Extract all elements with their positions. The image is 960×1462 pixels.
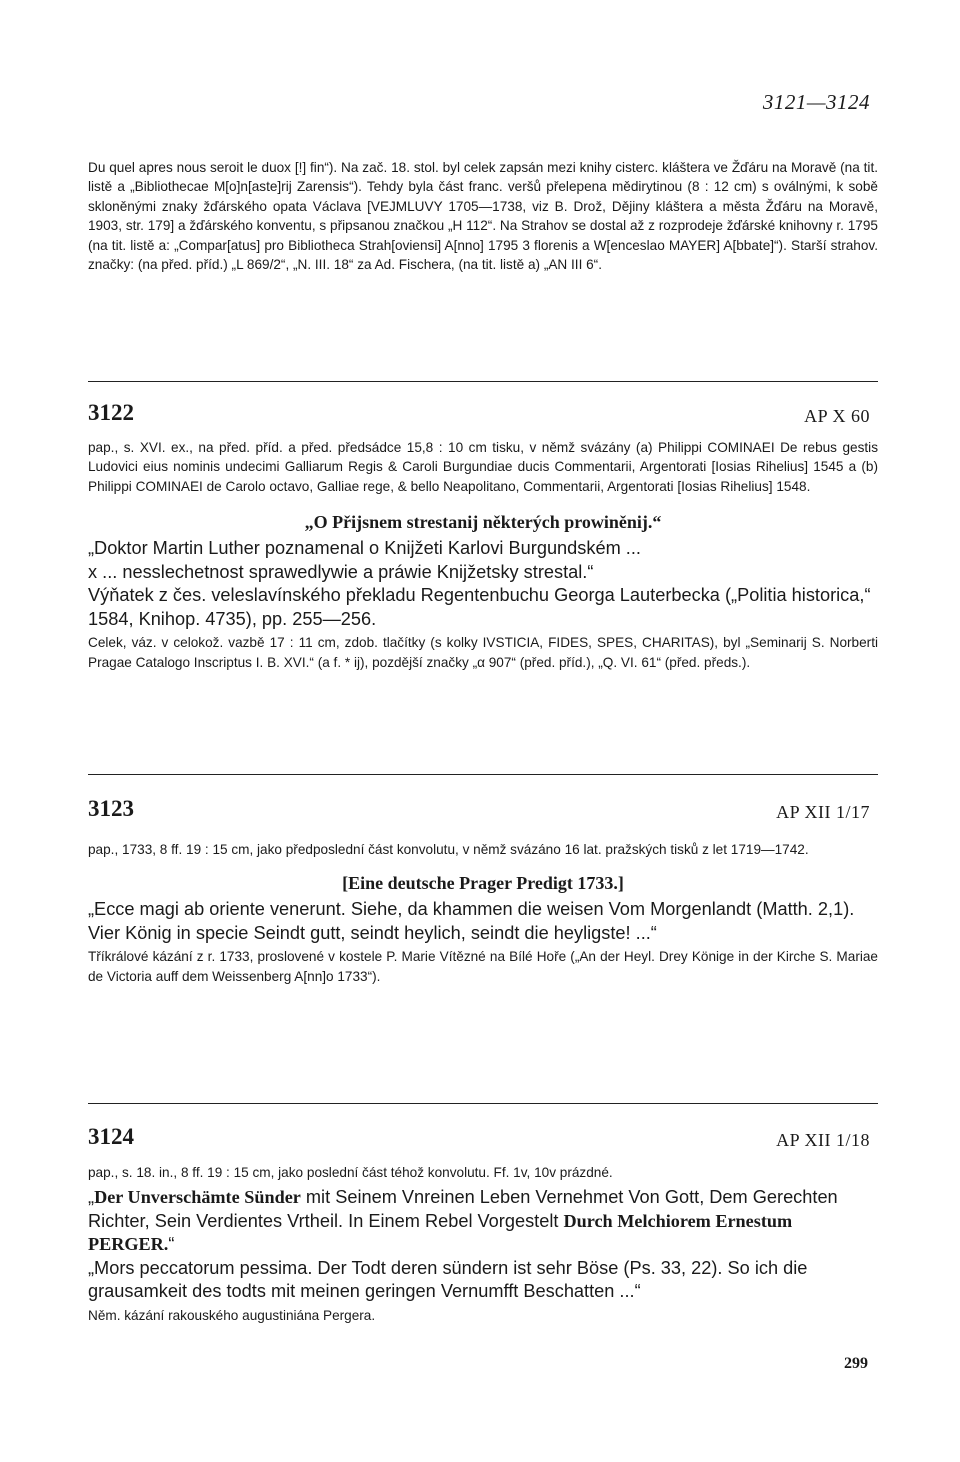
entry-3123-header <box>88 796 878 826</box>
entry-3122-body <box>88 438 878 672</box>
entry-notes: Tříkrálové kázání z r. 1733, proslovené v kostele P. Marie Vítězné na Bílé Hoře („An der Heyl. Drey Könige in der Kirche S. Mariae de Victoria auff dem Weissenberg A[nn]o 1733“). <box>88 949 878 984</box>
entry-3121-continuation <box>88 158 878 274</box>
shelf-mark: AP XII 1/17 <box>776 802 870 822</box>
entry-number: 3123 <box>88 796 134 821</box>
running-head: 3121—3124 <box>762 90 870 114</box>
divider-rule <box>88 774 878 775</box>
divider-rule <box>88 1103 878 1104</box>
entry-3121-paragraph: Du quel apres nous seroit le duox [!] fin“). Na zač. 18. stol. byl celek zapsán mezi knihy cisterc. kláštera ve Žďáru na Moravě (na tit. listě a „Bibliothecae M[o]n[aste]rij Zarensis“). Tehdy byla část franc. veršů přelepena mědirytinou (8 : 12 cm) s oválnými, k sobě skloněnými znaky žďárského opata Václava [VEJMLUVY 1705—1738, viz B. Drož, Dějiny kláštera a města Žďáru na Moravě, 1903, str. 179] a žďárského konventu, s připsanou značkou „H 112“. Na Strahov se dostal až z rozprodeje žďárské knihovny r. 1795 (na tit. listě a: „Compar[atus] pro Bibliotheca Strah[oviensi] A[nno] 1795 3 florenis a W[enceslao MAYER] A[bbate]“). Starší strahov. značky: (na před. příd.) „L 869/2“, „N. III. 18“ za Ad. Fischera, (na tit. listě a) „AN III 6“. <box>88 160 878 273</box>
entry-excerpt: Výňatek z čes. veleslavínského překladu Regentenbuchu Georga Lauterbecka („Politia historica,“ 1584, Knihop. 4735), pp. 255—256. <box>88 585 871 629</box>
entry-number: 3124 <box>88 1124 134 1149</box>
entry-3124-body <box>88 1163 878 1325</box>
document-page <box>88 0 878 1462</box>
entry-3123-body <box>88 840 878 986</box>
entry-3122-header <box>88 400 878 430</box>
entry-incipit-line-2: x ... nesslechetnost sprawedlywie a práwie Knijžetsky strestal.“ <box>88 561 594 582</box>
entry-incipit: „Ecce magi ab oriente venerunt. Siehe, da khammen die weisen Vom Morgenlandt (Matth. 2,1). Vier König in specie Seindt gutt, seindt heylich, seindt die heyligste! ...“ <box>88 899 855 943</box>
title-bold-part-2: Durch Melchiorem Ernestum PERGER. <box>88 1210 793 1255</box>
entry-notes: Celek, váz. v celokož. vazbě 17 : 11 cm, zdob. tlačítky (s kolky IVSTICIA, FIDES, SPES, CHARITAS), byl „Seminarij S. Norberti Pragae Catalogo Inscriptus I. B. XVI.“ (a f. * ij), pozdější značky „α 907“ (před. příd.), „Q. VI. 61“ (před. předs.). <box>88 635 878 670</box>
shelf-mark: AP XII 1/18 <box>776 1130 870 1150</box>
entry-title <box>88 1186 878 1257</box>
entry-3124-header <box>88 1124 878 1154</box>
title-middle: mit Seinem Vnreinen Leben Vernehmet Von Gott, Dem Gerechten Richter, Sein Verdientes Vrtheil. In Einem Rebel Vorgestelt <box>88 1187 838 1231</box>
page-number: 299 <box>844 1355 868 1372</box>
title-close-quote: “ <box>168 1234 175 1255</box>
title-bold-part-1: Der Unverschämte Sünder <box>94 1187 301 1208</box>
entry-notes: Něm. kázání rakouského augustiniána Pergera. <box>88 1307 376 1323</box>
divider-rule <box>88 381 878 382</box>
shelf-mark: AP X 60 <box>804 406 870 426</box>
entry-description: pap., s. XVI. ex., na před. příd. a před. předsádce 15,8 : 10 cm tisku, v němž svázány (a) Philippi COMINAEI De rebus gestis Ludovici eius nominis undecimi Galliarum Regis & Caroli Burgundiae ducis Commentarii, Argentorati [Iosias Rihelius] 1545 a (b) Philippi COMINAEI de Carolo octavo, Galliae rege, & bello Neapolitano, Commentarii, Argentorati [Iosias Rihelius] 1548. <box>88 440 878 494</box>
entry-title: „O Přijsnem strestanij některých prowiněnij.“ <box>304 512 662 533</box>
entry-description: pap., 1733, 8 ff. 19 : 15 cm, jako předposlední část konvolutu, v němž svázáno 16 lat. pražských tisků z let 1719—1742. <box>88 842 809 857</box>
entry-title: [Eine deutsche Prager Predigt 1733.] <box>342 873 624 894</box>
entry-number: 3122 <box>88 400 134 425</box>
entry-incipit: „Mors peccatorum pessima. Der Todt deren sündern ist sehr Böse (Ps. 33, 22). So ich die grausamkeit des todts mit meinen geringen Vernumfft Beschatten ...“ <box>88 1257 808 1302</box>
title-open-quote: „ <box>88 1187 95 1208</box>
entry-description: pap., s. 18. in., 8 ff. 19 : 15 cm, jako poslední část téhož konvolutu. Ff. 1v, 10v prázdné. <box>88 1165 613 1180</box>
entry-incipit-line-1: „Doktor Martin Luther poznamenal o Knijžeti Karlovi Burgundském ... <box>88 538 641 559</box>
